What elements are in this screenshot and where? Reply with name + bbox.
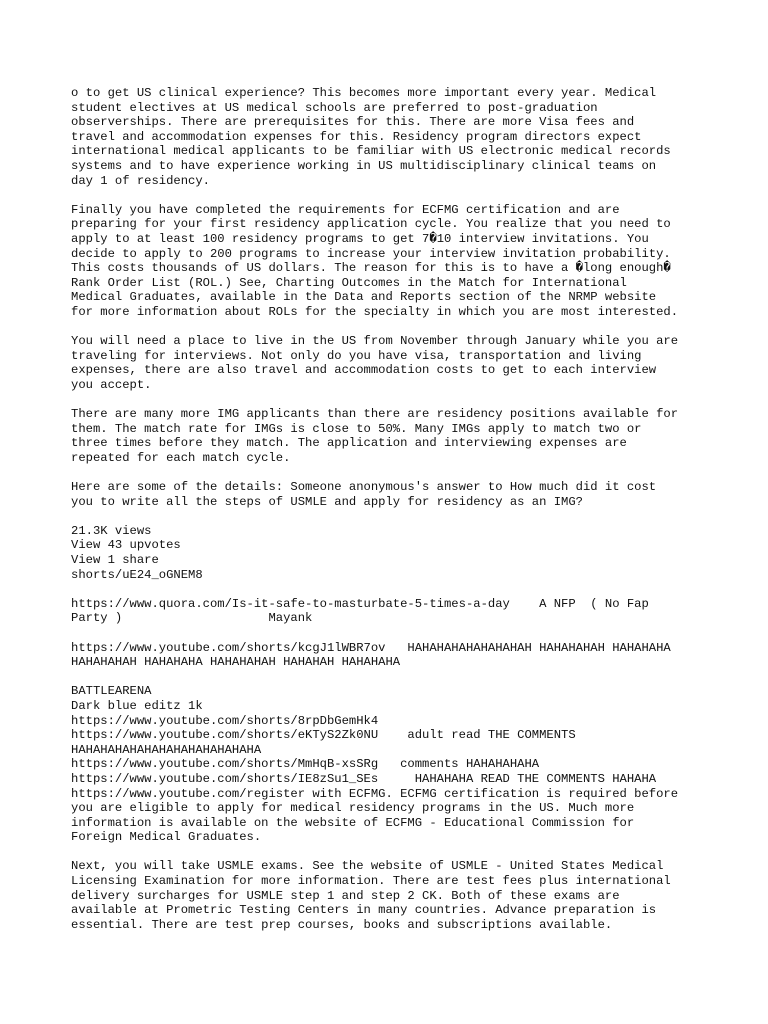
paragraph <box>71 524 731 582</box>
text-line: you are eligible to apply for medical residency programs in the US. Much more <box>71 801 635 816</box>
text-line: This costs thousands of US dollars. The reason for this is to have a �long enough� <box>71 261 671 276</box>
text-line: shorts/uE24_oGNEM8 <box>71 567 203 582</box>
document-page <box>71 86 731 947</box>
text-line: https://www.youtube.com/shorts/kcgJ1lWBR7ov HAHAHAHAHAHAHAHAH HAHAHAHAH HAHAHAHA <box>71 640 671 655</box>
text-line: travel and accommodation expenses for this. Residency program directors expect <box>71 129 642 144</box>
text-line: 21.3K views <box>71 523 152 538</box>
paragraph <box>71 480 731 509</box>
text-line: decide to apply to 200 programs to increase your interview invitation probability. <box>71 246 671 261</box>
text-line: Party ) Mayank <box>71 611 313 626</box>
text-line: preparing for your first residency application cycle. You realize that you need to <box>71 217 671 232</box>
text-line: BATTLEARENA <box>71 684 152 699</box>
text-line: Rank Order List (ROL.) See, Charting Outcomes in the Match for International <box>71 275 627 290</box>
paragraph <box>71 597 731 626</box>
text-line: You will need a place to live in the US from November through January while you are <box>71 334 679 349</box>
paragraph <box>71 641 731 670</box>
text-line: expenses, there are also travel and accommodation costs to get to each interview <box>71 363 657 378</box>
text-line: o to get US clinical experience? This becomes more important every year. Medical <box>71 86 657 100</box>
text-line: Here are some of the details: Someone anonymous's answer to How much did it cost <box>71 480 657 495</box>
paragraph <box>71 407 731 465</box>
paragraph <box>71 86 731 188</box>
text-line: for more information about ROLs for the specialty in which you are most interested. <box>71 304 679 319</box>
text-line: essential. There are test prep courses, books and subscriptions available. <box>71 917 613 932</box>
text-line: Medical Graduates, available in the Data and Reports section of the NRMP website <box>71 290 657 305</box>
paragraph <box>71 859 731 932</box>
text-line: day 1 of residency. <box>71 173 210 188</box>
text-line: Finally you have completed the requirements for ECFMG certification and are <box>71 202 620 217</box>
text-line: you to write all the steps of USMLE and apply for residency as an IMG? <box>71 494 583 509</box>
text-line: observerships. There are prerequisites for this. There are more Visa fees and <box>71 115 635 130</box>
paragraph <box>71 203 731 320</box>
text-line: delivery surcharges for USMLE step 1 and step 2 CK. Both of these exams are <box>71 888 620 903</box>
text-line: View 1 share <box>71 553 159 567</box>
text-line: traveling for interviews. Not only do you have visa, transportation and living <box>71 348 642 363</box>
text-line: Next, you will take USMLE exams. See the website of USMLE - United States Medical <box>71 859 664 874</box>
text-line: information is available on the website of ECFMG - Educational Commission for <box>71 815 635 830</box>
text-line: apply to at least 100 residency programs to get 7�10 interview invitations. You <box>71 231 649 246</box>
text-line: student electives at US medical schools are preferred to post-graduation <box>71 100 598 115</box>
text-line: international medical applicants to be familiar with US electronic medical records <box>71 144 671 159</box>
text-line: Dark blue editz 1k <box>71 698 203 713</box>
text-line: you accept. <box>71 377 152 392</box>
text-line: HAHAHAHAHAHAHAHAHAHAHAHAHA <box>71 742 262 757</box>
text-line: https://www.youtube.com/shorts/IE8zSu1_SEs HAHAHAHA READ THE COMMENTS HAHAHA <box>71 771 657 786</box>
text-line: View 43 upvotes <box>71 538 181 553</box>
text-line: systems and to have experience working in US multidisciplinary clinical teams on <box>71 158 657 173</box>
text-line: https://www.youtube.com/register with ECFMG. ECFMG certification is required before <box>71 786 679 801</box>
text-line: repeated for each match cycle. <box>71 450 291 465</box>
text-line: Foreign Medical Graduates. <box>71 830 262 845</box>
text-line: available at Prometric Testing Centers in many countries. Advance preparation is <box>71 903 657 918</box>
text-line: There are many more IMG applicants than there are residency positions available for <box>71 407 679 422</box>
text-line: three times before they match. The application and interviewing expenses are <box>71 436 627 451</box>
text-line: them. The match rate for IMGs is close to 50%. Many IMGs apply to match two or <box>71 421 642 436</box>
text-line: https://www.youtube.com/shorts/8rpDbGemHk4 <box>71 713 379 728</box>
text-line: Licensing Examination for more information. There are test fees plus international <box>71 874 671 889</box>
text-line: https://www.quora.com/Is-it-safe-to-masturbate-5-times-a-day A NFP ( No Fap <box>71 596 649 611</box>
text-line: HAHAHAHAH HAHAHAHA HAHAHAHAH HAHAHAH HAHAHAHA <box>71 655 401 670</box>
paragraph <box>71 684 731 845</box>
paragraph <box>71 334 731 392</box>
text-line: https://www.youtube.com/shorts/MmHqB-xsSRg comments HAHAHAHAHA <box>71 757 540 772</box>
text-line: https://www.youtube.com/shorts/eKTyS2Zk0NU adult read THE COMMENTS <box>71 728 576 743</box>
